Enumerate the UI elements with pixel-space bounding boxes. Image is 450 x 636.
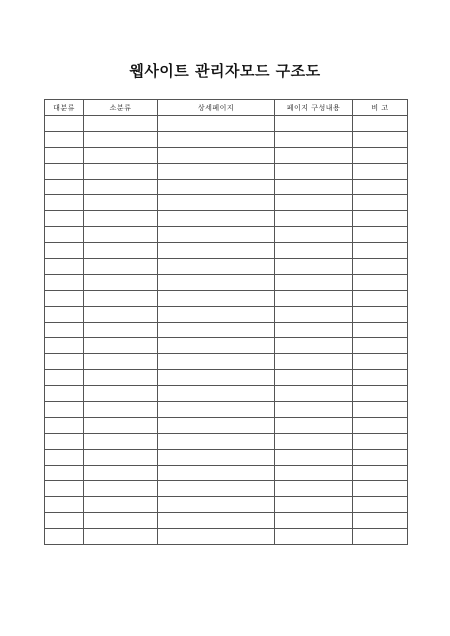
table-row [45,179,408,195]
table-row [45,481,408,497]
table-row [45,529,408,545]
table-cell [275,417,353,433]
table-cell [158,497,275,513]
table-row [45,449,408,465]
table-cell [84,274,158,290]
table-cell [45,259,84,275]
table-row [45,163,408,179]
table-cell [275,195,353,211]
table-cell [84,243,158,259]
table-row [45,386,408,402]
table-row [45,116,408,132]
table-cell [275,513,353,529]
table-cell [158,163,275,179]
table-cell [45,131,84,147]
table-cell [45,306,84,322]
table-cell [275,465,353,481]
table-cell [275,402,353,418]
table-cell [45,497,84,513]
table-cell [84,338,158,354]
table-cell [353,433,408,449]
table-cell [158,116,275,132]
table-cell [275,529,353,545]
table-cell [84,449,158,465]
table-cell [275,227,353,243]
table-cell [84,195,158,211]
table-cell [275,354,353,370]
table-body [45,116,408,545]
table-cell [158,195,275,211]
table-cell [275,497,353,513]
table-cell [353,147,408,163]
table-cell [158,211,275,227]
table-cell [158,354,275,370]
table-cell [275,322,353,338]
table-cell [158,417,275,433]
table-cell [353,417,408,433]
table-cell [275,179,353,195]
table-cell [45,116,84,132]
table-row [45,338,408,354]
table-row [45,306,408,322]
table-cell [158,274,275,290]
table-cell [353,529,408,545]
table-cell [275,370,353,386]
table-cell [158,513,275,529]
table-cell [84,322,158,338]
table-cell [275,386,353,402]
table-cell [84,402,158,418]
table-cell [158,433,275,449]
table-cell [275,290,353,306]
table-row [45,290,408,306]
table-cell [84,116,158,132]
table-row [45,243,408,259]
table-cell [45,274,84,290]
table-cell [353,259,408,275]
table-cell [353,386,408,402]
table-cell [353,354,408,370]
table-row [45,402,408,418]
table-cell [45,513,84,529]
table-cell [158,322,275,338]
table-row [45,417,408,433]
table-cell [45,179,84,195]
table-row [45,370,408,386]
table-row [45,465,408,481]
table-cell [45,465,84,481]
table-cell [353,465,408,481]
table-cell [45,227,84,243]
table-cell [158,465,275,481]
table-cell [353,322,408,338]
table-cell [158,529,275,545]
table-cell [353,513,408,529]
table-cell [158,131,275,147]
table-cell [84,147,158,163]
table-cell [275,306,353,322]
table-header-row [45,100,408,116]
table-cell [45,290,84,306]
table-cell [45,449,84,465]
table-row [45,433,408,449]
table-cell [275,338,353,354]
table-cell [45,211,84,227]
structure-table [44,99,408,545]
table-row [45,195,408,211]
table-cell [45,402,84,418]
table-cell [84,465,158,481]
table-cell [84,211,158,227]
table-cell [353,179,408,195]
table-cell [84,306,158,322]
table-cell [158,306,275,322]
table-cell [353,227,408,243]
table-cell [84,433,158,449]
table-cell [45,243,84,259]
table-cell [275,147,353,163]
table-cell [353,274,408,290]
table-cell [84,386,158,402]
table-cell [158,338,275,354]
table-cell [158,243,275,259]
table-cell [45,195,84,211]
table-cell [84,513,158,529]
table-cell [45,529,84,545]
table-row [45,274,408,290]
table-cell [353,449,408,465]
table-cell [158,449,275,465]
table-row [45,497,408,513]
table-cell [158,481,275,497]
table-cell [275,211,353,227]
table-cell [275,116,353,132]
table-cell [353,370,408,386]
table-cell [84,354,158,370]
table-cell [353,116,408,132]
table-cell [353,402,408,418]
table-cell [353,481,408,497]
header-page-content: 페이지 구성내용 [275,100,353,116]
table-cell [84,179,158,195]
table-cell [84,529,158,545]
table-cell [158,259,275,275]
table-cell [275,131,353,147]
table-row [45,131,408,147]
table-cell [84,227,158,243]
table-row [45,322,408,338]
table-row [45,354,408,370]
table-cell [45,163,84,179]
table-cell [84,163,158,179]
table-cell [84,497,158,513]
table-cell [84,370,158,386]
table-cell [158,402,275,418]
table-row [45,211,408,227]
table-cell [353,195,408,211]
table-cell [84,417,158,433]
table-cell [275,449,353,465]
header-major-category: 대분류 [45,100,84,116]
header-remarks: 비 고 [353,100,408,116]
table-cell [353,131,408,147]
header-minor-category: 소분류 [84,100,158,116]
table-cell [158,179,275,195]
table-cell [84,290,158,306]
table-cell [275,433,353,449]
table-cell [45,354,84,370]
table-row [45,513,408,529]
header-detail-page: 상세페이지 [158,100,275,116]
table-cell [158,147,275,163]
table-cell [275,243,353,259]
table-cell [45,433,84,449]
table-cell [353,306,408,322]
table-cell [158,227,275,243]
table-row [45,227,408,243]
table-cell [45,370,84,386]
table-cell [45,338,84,354]
table-cell [353,211,408,227]
table-cell [353,163,408,179]
table-cell [84,259,158,275]
table-cell [275,481,353,497]
table-cell [275,259,353,275]
table-cell [353,243,408,259]
table-cell [45,417,84,433]
table-cell [158,370,275,386]
table-cell [275,274,353,290]
table-cell [353,497,408,513]
page-title: 웹사이트 관리자모드 구조도 [129,62,321,80]
table-cell [353,290,408,306]
table-cell [45,322,84,338]
table-cell [84,131,158,147]
table-cell [353,338,408,354]
table-cell [158,386,275,402]
table-cell [45,481,84,497]
table-row [45,147,408,163]
table-cell [84,481,158,497]
table-row [45,259,408,275]
table-cell [45,147,84,163]
table-cell [275,163,353,179]
table-cell [45,386,84,402]
table-cell [158,290,275,306]
